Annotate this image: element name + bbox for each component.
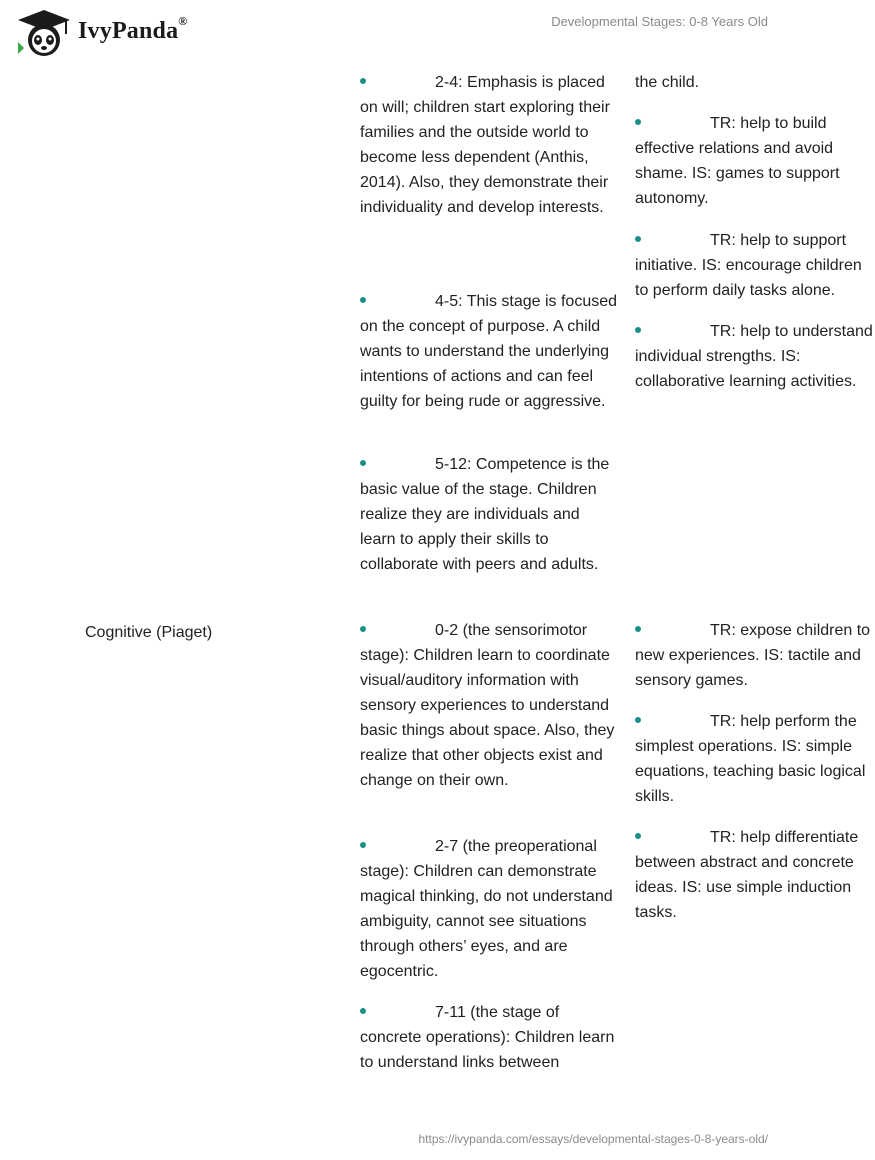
right-column-viewport	[635, 70, 873, 1100]
ivypanda-logo-icon	[14, 8, 74, 58]
bullet-icon	[360, 70, 435, 95]
bullet-icon	[635, 319, 710, 344]
list-item: TR: help to build effective relations and avoid shame. IS: games to support autonomy.	[635, 111, 875, 211]
list-item: TR: expose children to new experiences. IS: tactile and sensory games.	[635, 618, 875, 693]
bullet-icon	[360, 618, 435, 643]
list-item: TR: help differentiate between abstract and concrete ideas. IS: use simple induction tasks.	[635, 825, 875, 925]
bullet-icon	[360, 452, 435, 477]
source-url-link[interactable]: https://ivypanda.com/essays/developmental-stages-0-8-years-old/	[418, 1132, 768, 1146]
list-item: 0-2 (the sensorimotor stage): Children learn to coordinate visual/auditory information with sensory experiences to understand basic things about space. Also, they realize that other objects exist and change on their own.	[360, 618, 618, 793]
bullet-icon	[360, 1000, 435, 1025]
list-item-continued: the child.	[635, 74, 700, 91]
list-item: 2-7 (the preoperational stage): Children can demonstrate magical thinking, do not understand ambiguity, cannot see situations through others’ eyes, and are egocentric.	[360, 834, 618, 984]
list-item: TR: help to understand individual strengths. IS: collaborative learning activities.	[635, 319, 875, 394]
bullet-icon	[360, 289, 435, 314]
bullet-icon	[360, 834, 435, 859]
page-header	[0, 0, 800, 70]
list-item: TR: help perform the simplest operations. IS: simple equations, teaching basic logical skills.	[635, 709, 875, 809]
bullet-icon	[635, 618, 710, 643]
list-item: TR: help to support initiative. IS: encourage children to perform daily tasks alone.	[635, 228, 875, 303]
bullet-icon	[635, 825, 710, 850]
brand-name[interactable]: IvyPanda®	[78, 14, 188, 44]
list-item: 2-4: Emphasis is placed on will; children start exploring their families and the outside world to become less dependent (Anthis, 2014). Also, they demonstrate their individuality and develop interests.	[360, 70, 618, 220]
list-item: 5-12: Competence is the basic value of the stage. Children realize they are individuals and learn to apply their skills to collaborate with peers and adults.	[360, 452, 618, 577]
bullet-icon	[635, 111, 710, 136]
list-item: 4-5: This stage is focused on the concept of purpose. A child wants to understand the underlying intentions of actions and can feel guilty for being rude or aggressive.	[360, 289, 618, 414]
document-title: Developmental Stages: 0-8 Years Old	[551, 14, 768, 29]
row-label-cognitive: Cognitive (Piaget)	[85, 624, 213, 641]
list-item: 7-11 (the stage of concrete operations): Children learn to understand links between	[360, 1000, 618, 1075]
bullet-icon	[635, 228, 710, 253]
bullet-icon	[635, 709, 710, 734]
